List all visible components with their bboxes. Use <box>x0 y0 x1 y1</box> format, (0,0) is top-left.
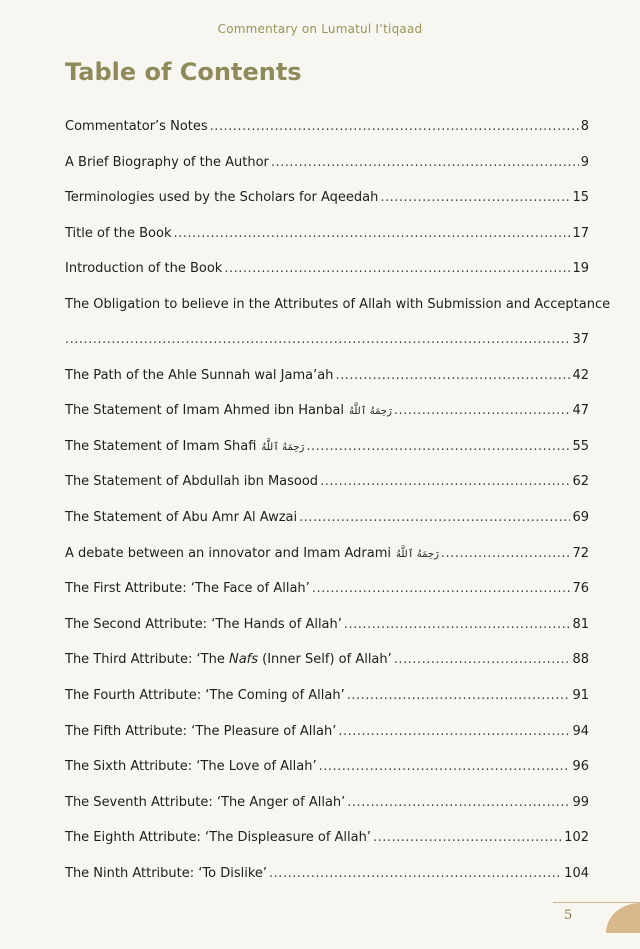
table-of-contents <box>65 118 611 900</box>
toc-entry[interactable] <box>65 651 589 669</box>
toc-entry-label: The Statement of Imam Ahmed ibn Hanbal <box>65 403 344 419</box>
dot-leader <box>344 616 571 634</box>
toc-entry[interactable] <box>65 687 589 705</box>
page-corner-decoration <box>606 903 640 933</box>
toc-entry[interactable] <box>65 723 589 741</box>
dot-leader <box>319 758 571 776</box>
honorific-text: رَحِمَهُ ٱللَّهُ <box>349 406 392 418</box>
toc-entry-label: Commentator’s Notes <box>65 119 208 134</box>
dot-leader <box>394 402 571 420</box>
dot-leader <box>224 260 570 278</box>
toc-entry-label <box>65 651 392 669</box>
toc-entry[interactable] <box>65 473 589 491</box>
toc-entry-page: 99 <box>572 794 589 810</box>
toc-entry[interactable] <box>65 438 589 456</box>
dot-leader <box>441 545 571 563</box>
toc-entry-page: 102 <box>564 830 589 846</box>
dot-leader <box>335 367 570 385</box>
toc-entry[interactable] <box>65 225 589 243</box>
honorific-text: رَحِمَهُ ٱللَّهُ <box>396 548 439 560</box>
toc-entry-page: 94 <box>572 723 589 739</box>
dot-leader <box>173 225 570 243</box>
honorific-text: رَحِمَهُ ٱللَّهُ <box>261 441 305 453</box>
toc-entry-label-emphasis: Nafs <box>228 652 259 668</box>
toc-entry[interactable] <box>65 189 589 207</box>
dot-leader <box>306 438 570 456</box>
dot-leader <box>338 723 570 741</box>
dot-leader <box>65 331 570 349</box>
toc-entry-label-start: The Third Attribute: ‘The <box>65 652 229 668</box>
toc-entry[interactable] <box>65 545 589 563</box>
toc-entry-label: The Statement of Abdullah ibn Masood <box>65 474 319 490</box>
toc-entry-page: 96 <box>572 759 589 775</box>
toc-entry-page: 19 <box>572 261 589 277</box>
toc-entry[interactable] <box>65 367 589 385</box>
toc-entry[interactable] <box>65 296 611 349</box>
dot-leader <box>312 580 571 598</box>
toc-entry[interactable] <box>65 616 589 634</box>
toc-entry[interactable] <box>65 865 589 883</box>
toc-entry-page: 37 <box>572 331 589 347</box>
toc-entry-page: 91 <box>572 687 589 703</box>
toc-entry-label: The Sixth Attribute: ‘The Love of Allah’ <box>65 759 317 775</box>
toc-entry-label: Introduction of the Book <box>65 261 223 277</box>
running-head: Commentary on Lumatul I’tiqaad <box>217 22 423 36</box>
toc-entry-label: The Path of the Ahle Sunnah wal Jama’ah <box>65 367 334 383</box>
toc-entry[interactable] <box>65 154 589 172</box>
toc-entry-page: 88 <box>572 652 589 668</box>
toc-entry-page: 17 <box>572 225 589 241</box>
dot-leader <box>320 473 570 491</box>
toc-entry-label: The Seventh Attribute: ‘The Anger of Allah’ <box>65 794 346 810</box>
toc-entry-page: 8 <box>580 119 589 134</box>
dot-leader <box>373 829 562 847</box>
toc-entry-label: Title of the Book <box>65 225 172 241</box>
dot-leader <box>271 154 579 172</box>
dot-leader <box>299 509 570 527</box>
toc-entry-label: The Statement of Abu Amr Al Awzai <box>65 509 298 525</box>
toc-entry-label: Terminologies used by the Scholars for Aqeedah <box>65 190 379 206</box>
dot-leader <box>394 651 571 669</box>
toc-entry-page: 104 <box>564 865 589 881</box>
toc-entry-page: 47 <box>572 403 589 419</box>
toc-entry[interactable] <box>65 402 589 420</box>
toc-entry-label: A debate between an innovator and Imam Adrami <box>65 545 391 561</box>
toc-entry-label: The Ninth Attribute: ‘To Dislike’ <box>65 865 268 881</box>
toc-entry-label: The Statement of Imam Shafi <box>65 438 257 454</box>
toc-entry-label: The Fourth Attribute: ‘The Coming of Allah’ <box>65 687 345 703</box>
toc-entry-label: The Eighth Attribute: ‘The Displeasure of Allah’ <box>65 830 371 846</box>
toc-entry-page: 55 <box>572 438 589 454</box>
toc-entry[interactable] <box>65 118 589 136</box>
toc-entry-page: 72 <box>572 545 589 561</box>
toc-entry[interactable] <box>65 829 589 847</box>
toc-entry-page: 42 <box>572 367 589 383</box>
dot-leader <box>380 189 570 207</box>
dot-leader <box>210 118 579 136</box>
toc-entry-label: The Obligation to believe in the Attributes of Allah with Submission and Acceptance <box>65 296 611 312</box>
toc-entry-page: 76 <box>572 581 589 597</box>
toc-entry[interactable] <box>65 580 589 598</box>
page-title: Table of Contents <box>65 58 302 86</box>
page-number: 5 <box>564 908 573 923</box>
page-number-tab <box>553 902 640 933</box>
toc-entry-page: 62 <box>572 474 589 490</box>
toc-entry-page: 69 <box>572 509 589 525</box>
toc-entry-label: The First Attribute: ‘The Face of Allah’ <box>65 581 310 597</box>
dot-leader <box>269 865 562 883</box>
toc-entry[interactable] <box>65 758 589 776</box>
toc-entry-page: 9 <box>580 154 589 170</box>
toc-entry-label: The Second Attribute: ‘The Hands of Allah’ <box>65 616 342 632</box>
toc-entry[interactable] <box>65 794 589 812</box>
toc-entry-label: A Brief Biography of the Author <box>65 154 269 170</box>
toc-entry[interactable] <box>65 509 589 527</box>
toc-entry-page: 15 <box>572 190 589 206</box>
dot-leader <box>347 687 571 705</box>
toc-entry-page: 81 <box>572 616 589 632</box>
toc-entry-label-end: (Inner Self) of Allah’ <box>258 652 392 668</box>
toc-entry-label: The Fifth Attribute: ‘The Pleasure of Allah’ <box>65 723 337 739</box>
dot-leader <box>347 794 570 812</box>
toc-entry[interactable] <box>65 260 589 278</box>
